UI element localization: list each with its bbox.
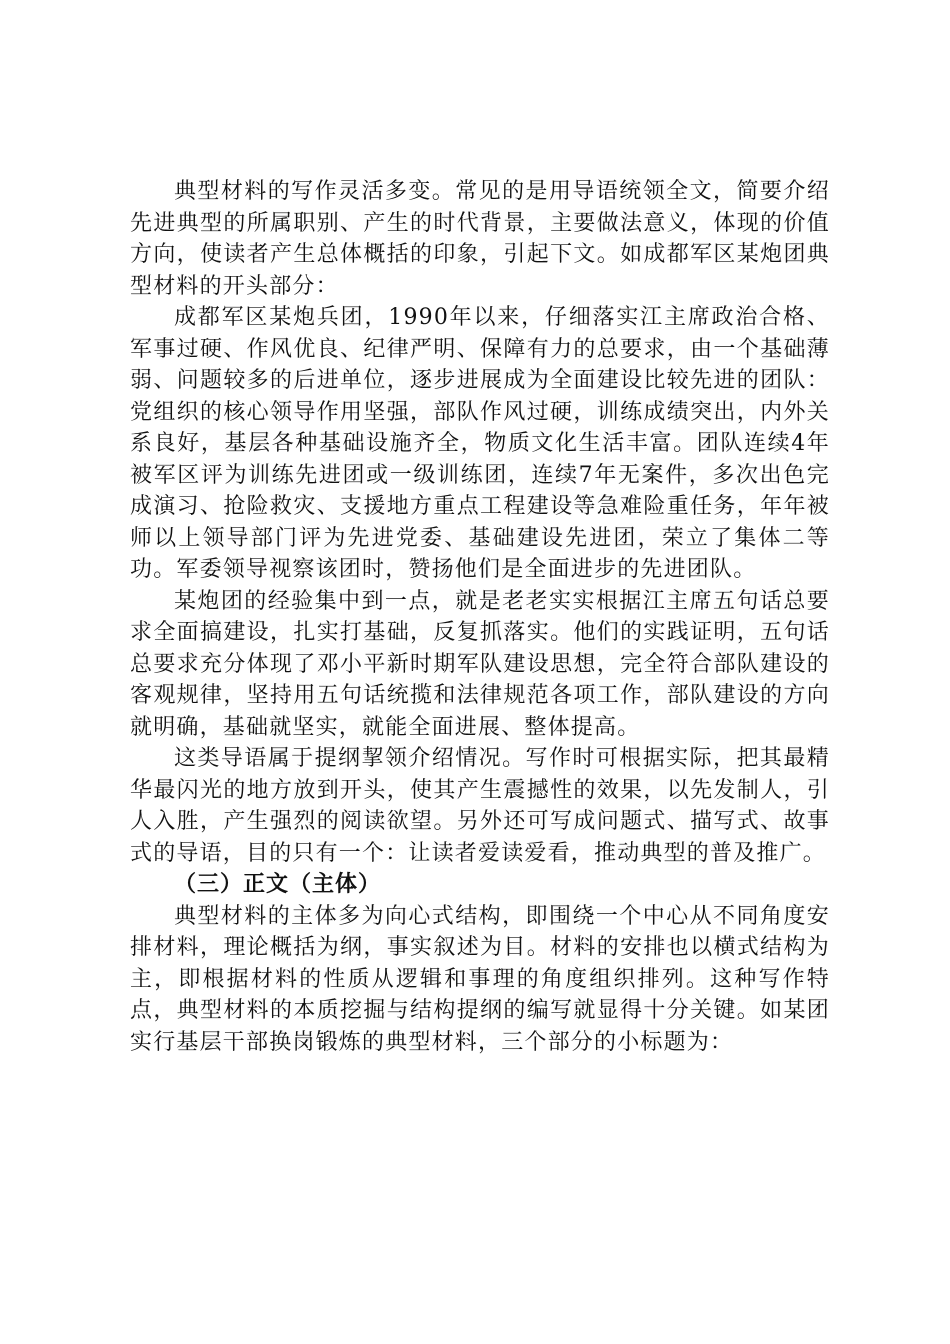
paragraph-lead-types: 这类导语属于提纲挈领介绍情况。写作时可根据实际，把其最精华最闪光的地方放到开头，使其产生震撼性的效果，以先发制人，引人入胜，产生强烈的阅读欲望。另外还可写成问题式、描写式、故事式的导语，目的只有一个：让读者爱读爱看，推动典型的普及推广。 [130,746,830,866]
paragraph-intro: 典型材料的写作灵活多变。常见的是用导语统领全文，简要介绍先进典型的所属职别、产生的时代背景，主要做法意义，体现的价值方向，使读者产生总体概括的印象，引起下文。如成都军区某炮团典型材料的开头部分： [130,179,830,299]
paragraph-body-structure: 典型材料的主体多为向心式结构，即围绕一个中心从不同角度安排材料，理论概括为纲，事实叙述为目。材料的安排也以横式结构为主，即根据材料的性质从逻辑和事理的角度组织排列。这种写作特点，典型材料的本质挖掘与结构提纲的编写就显得十分关键。如某团实行基层干部换岗锻炼的典型材料，三个部分的小标题为： [130,903,830,1055]
paragraph-example-regiment: 成都军区某炮兵团，1990年以来，仔细落实江主席政治合格、军事过硬、作风优良、纪律严明、保障有力的总要求，由一个基础薄弱、问题较多的后进单位，逐步进展成为全面建设比较先进的团队：党组织的核心领导作用坚强，部队作风过硬，训练成绩突出，内外关系良好，基层各种基础设施齐全，物质文化生活丰富。团队连续4年被军区评为训练先进团或一级训练团，连续7年无案件，多次出色完成演习、抢险救灾、支援地方重点工程建设等急难险重任务，年年被师以上领导部门评为先进党委、基础建设先进团，荣立了集体二等功。军委领导视察该团时，赞扬他们是全面进步的先进团队。 [130,305,830,582]
document-page [130,176,830,1058]
paragraph-experience: 某炮团的经验集中到一点，就是老老实实根据江主席五句话总要求全面搞建设，扎实打基础，反复抓落实。他们的实践证明，五句话总要求充分体现了邓小平新时期军队建设思想，完全符合部队建设的客观规律，坚持用五句话统揽和法律规范各项工作，部队建设的方向就明确，基础就坚实，就能全面进展、整体提高。 [130,588,830,740]
section-heading: （三）正文（主体） [174,872,382,897]
